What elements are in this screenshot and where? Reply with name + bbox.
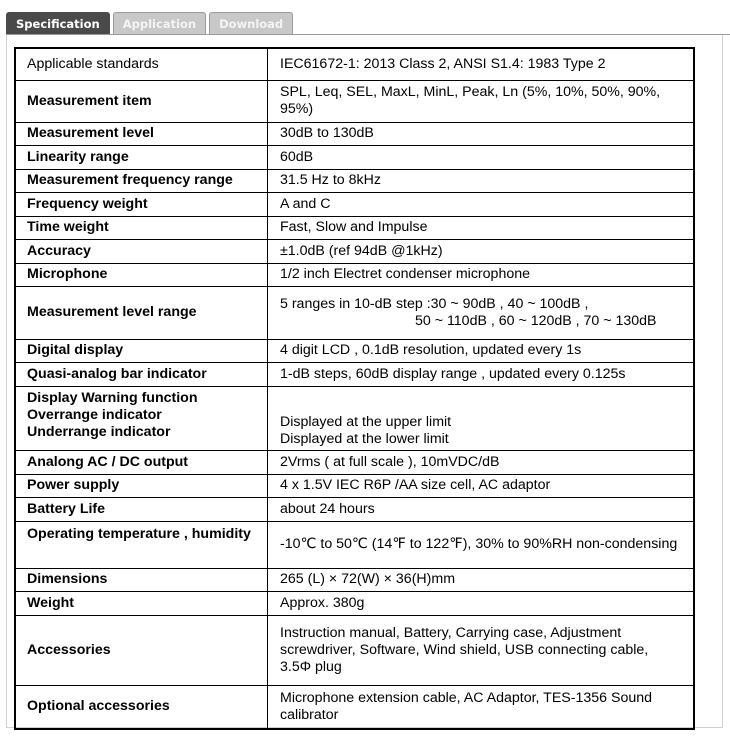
- table-row: [15, 286, 694, 339]
- spec-label: Power supply: [15, 474, 268, 497]
- spec-value: SPL, Leq, SEL, MaxL, MinL, Peak, Ln (5%, 10%, 50%, 90%, 95%): [268, 80, 695, 122]
- table-row: [15, 145, 694, 169]
- table-row: [15, 591, 694, 615]
- table-row: [15, 568, 694, 591]
- spec-value-line: 50 ~ 110dB , 60 ~ 120dB , 70 ~ 130dB: [415, 312, 657, 329]
- spec-value: 31.5 Hz to 8kHz: [268, 169, 695, 192]
- spec-value: about 24 hours: [268, 497, 695, 521]
- spec-value: [268, 286, 695, 339]
- spec-value: Microphone extension cable, AC Adaptor, TES-1356 Sound calibrator: [268, 685, 695, 729]
- spec-label: Microphone: [15, 263, 268, 286]
- table-row: [15, 474, 694, 497]
- spec-label: Applicable standards: [15, 48, 268, 80]
- spec-value: ±1.0dB (ref 94dB @1kHz): [268, 239, 695, 263]
- spec-value: A and C: [268, 192, 695, 216]
- spec-label: Operating temperature , humidity: [15, 521, 268, 568]
- spec-value-line: Displayed at the upper limit: [280, 413, 452, 430]
- spec-label: Linearity range: [15, 145, 268, 169]
- spec-value: 1-dB steps, 60dB display range , updated every 0.125s: [268, 362, 695, 386]
- spec-value: Instruction manual, Battery, Carrying case, Adjustment screwdriver, Software, Wind shield, USB connecting cable, 3.5Φ plug: [268, 615, 695, 685]
- tab-application[interactable]: Application: [113, 12, 206, 35]
- table-row: [15, 122, 694, 145]
- spec-label: Analong AC / DC output: [15, 450, 268, 474]
- table-row: [15, 386, 694, 450]
- spec-label: Optional accessories: [15, 685, 268, 729]
- spec-value: -10℃ to 50℃ (14℉ to 122℉), 30% to 90%RH non-condensing: [268, 521, 695, 568]
- spec-value: 4 digit LCD , 0.1dB resolution, updated every 1s: [268, 339, 695, 362]
- table-row: [15, 450, 694, 474]
- table-row: [15, 48, 694, 80]
- spec-label: Accuracy: [15, 239, 268, 263]
- spec-value: Fast, Slow and Impulse: [268, 216, 695, 239]
- spec-label: Measurement item: [15, 80, 268, 122]
- spec-label: Time weight: [15, 216, 268, 239]
- spec-value: [268, 386, 695, 450]
- spec-label: Battery Life: [15, 497, 268, 521]
- table-row: [15, 497, 694, 521]
- spec-label-line: Overrange indicator: [27, 406, 162, 423]
- spec-value: 265 (L) × 72(W) × 36(H)mm: [268, 568, 695, 591]
- spec-value-line: 5 ranges in 10-dB step :30 ~ 90dB , 40 ~ 100dB ,: [280, 295, 589, 312]
- spec-value: 2Vrms ( at full scale ), 10mVDC/dB: [268, 450, 695, 474]
- spec-value: 1/2 inch Electret condenser microphone: [268, 263, 695, 286]
- spec-label: Frequency weight: [15, 192, 268, 216]
- spec-label: Quasi-analog bar indicator: [15, 362, 268, 386]
- spec-label-line: Display Warning function: [27, 389, 198, 406]
- specification-table: [14, 47, 695, 730]
- table-row: [15, 80, 694, 122]
- spec-label: Dimensions: [15, 568, 268, 591]
- spec-value: Approx. 380g: [268, 591, 695, 615]
- table-row: [15, 216, 694, 239]
- spec-label: Measurement frequency range: [15, 169, 268, 192]
- table-row: [15, 521, 694, 568]
- table-row: [15, 263, 694, 286]
- table-row: [15, 362, 694, 386]
- spec-value: 30dB to 130dB: [268, 122, 695, 145]
- spec-label-line: Underrange indicator: [27, 423, 171, 440]
- table-row: [15, 615, 694, 685]
- spec-label: Accessories: [15, 615, 268, 685]
- spec-value: 4 x 1.5V IEC R6P /AA size cell, AC adaptor: [268, 474, 695, 497]
- table-row: [15, 169, 694, 192]
- spec-value-line: Displayed at the lower limit: [280, 430, 449, 447]
- spec-label: [15, 386, 268, 450]
- spec-label: Measurement level range: [15, 286, 268, 339]
- spec-value: 60dB: [268, 145, 695, 169]
- tab-specification[interactable]: Specification: [6, 12, 110, 35]
- table-row: [15, 192, 694, 216]
- table-row: [15, 239, 694, 263]
- tab-download[interactable]: Download: [209, 12, 293, 35]
- spec-label: Digital display: [15, 339, 268, 362]
- spec-label: Weight: [15, 591, 268, 615]
- tab-bar: [6, 11, 293, 35]
- table-row: [15, 685, 694, 729]
- table-row: [15, 339, 694, 362]
- spec-value: IEC61672-1: 2013 Class 2, ANSI S1.4: 1983 Type 2: [268, 48, 695, 80]
- spec-label: Measurement level: [15, 122, 268, 145]
